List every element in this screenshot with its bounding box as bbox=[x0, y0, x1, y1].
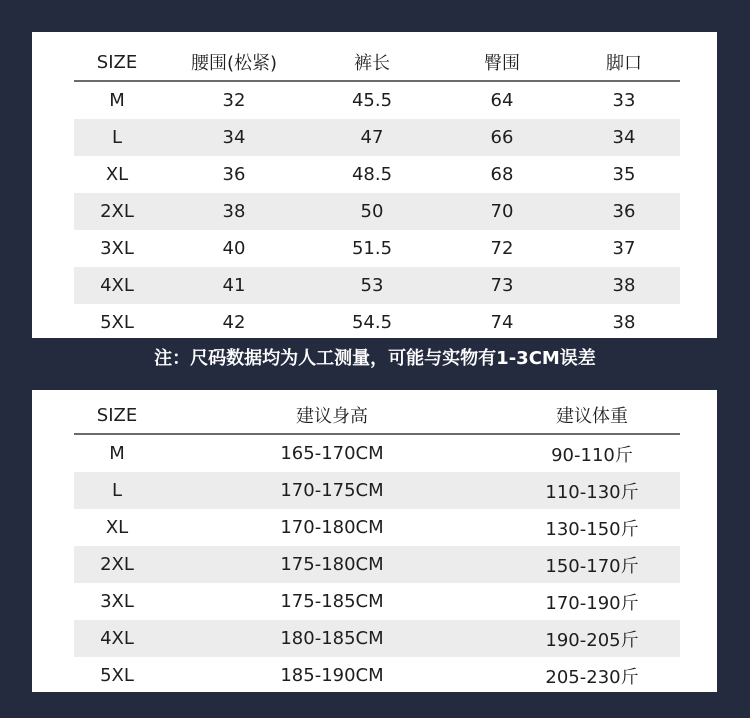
table-cell: 38 bbox=[222, 201, 246, 222]
table-cell: 53 bbox=[360, 275, 384, 296]
table-cell: 165-170CM bbox=[280, 443, 384, 464]
table-cell: 35 bbox=[612, 164, 636, 185]
table-row bbox=[74, 583, 680, 620]
table-cell: 50 bbox=[360, 201, 384, 222]
table-cell: 38 bbox=[612, 275, 636, 296]
table-cell: 180-185CM bbox=[280, 628, 384, 649]
table-cell: 42 bbox=[222, 312, 246, 333]
table-cell: 36 bbox=[612, 201, 636, 222]
table-cell: 70 bbox=[490, 201, 514, 222]
table-row bbox=[74, 509, 680, 546]
table-cell: L bbox=[111, 127, 123, 148]
measurement-note: 注：尺码数据均为人工测量，可能与实物有1-3CM误差 bbox=[154, 348, 596, 369]
header-cell: 臀围 bbox=[484, 53, 520, 74]
table-cell: 64 bbox=[490, 90, 514, 111]
table-cell: 2XL bbox=[100, 201, 134, 222]
table-cell: 40 bbox=[222, 238, 246, 259]
header-cell: 腰围(松紧) bbox=[190, 53, 278, 74]
table-cell: 51.5 bbox=[351, 238, 393, 259]
table-cell: 66 bbox=[490, 127, 514, 148]
header-cell: SIZE bbox=[96, 404, 138, 426]
table-cell: 5XL bbox=[100, 665, 134, 686]
table-cell: 34 bbox=[222, 127, 246, 148]
table-row bbox=[74, 156, 680, 193]
table-row bbox=[74, 119, 680, 156]
table-cell: 185-190CM bbox=[280, 665, 384, 686]
table-cell: 72 bbox=[490, 238, 514, 259]
table-row bbox=[74, 657, 680, 694]
table-cell: 41 bbox=[222, 275, 246, 296]
table-cell: 4XL bbox=[100, 275, 134, 296]
table-cell: 90-110斤 bbox=[551, 444, 633, 466]
header-cell: SIZE bbox=[96, 51, 138, 73]
table-cell: 175-180CM bbox=[280, 554, 384, 575]
table-row bbox=[74, 620, 680, 657]
table-row bbox=[74, 472, 680, 509]
table-cell: 170-190斤 bbox=[545, 592, 639, 614]
table-cell: 37 bbox=[612, 238, 636, 259]
table-cell: 110-130斤 bbox=[545, 481, 639, 503]
table-cell: XL bbox=[105, 164, 129, 185]
table-cell: 2XL bbox=[100, 554, 134, 575]
table-cell: 190-205斤 bbox=[545, 629, 639, 651]
table-cell: M bbox=[109, 443, 125, 464]
table-cell: 175-185CM bbox=[280, 591, 384, 612]
table-cell: 3XL bbox=[100, 238, 134, 259]
fit-table-header bbox=[74, 397, 680, 435]
table-cell: 4XL bbox=[100, 628, 134, 649]
table-row bbox=[74, 82, 680, 119]
header-cell: 建议体重 bbox=[556, 406, 628, 427]
header-cell: 裤长 bbox=[354, 53, 390, 74]
table-cell: 54.5 bbox=[351, 312, 393, 333]
table-cell: 150-170斤 bbox=[545, 555, 639, 577]
table-row bbox=[74, 435, 680, 472]
fit-table bbox=[74, 397, 680, 694]
table-cell: L bbox=[111, 480, 123, 501]
table-cell: 38 bbox=[612, 312, 636, 333]
table-cell: 205-230斤 bbox=[545, 666, 639, 688]
size-table-header bbox=[74, 44, 680, 82]
table-row bbox=[74, 193, 680, 230]
table-cell: 33 bbox=[612, 90, 636, 111]
table-cell: 5XL bbox=[100, 312, 134, 333]
table-cell: 68 bbox=[490, 164, 514, 185]
table-cell: M bbox=[109, 90, 125, 111]
table-cell: 34 bbox=[612, 127, 636, 148]
table-cell: 73 bbox=[490, 275, 514, 296]
size-chart-card bbox=[32, 32, 717, 338]
table-cell: 48.5 bbox=[351, 164, 393, 185]
table-row bbox=[74, 230, 680, 267]
table-cell: 45.5 bbox=[351, 90, 393, 111]
table-cell: 74 bbox=[490, 312, 514, 333]
table-row bbox=[74, 546, 680, 583]
table-cell: 170-175CM bbox=[280, 480, 384, 501]
table-row bbox=[74, 304, 680, 341]
table-cell: 3XL bbox=[100, 591, 134, 612]
table-cell: 130-150斤 bbox=[545, 518, 639, 540]
table-cell: 32 bbox=[222, 90, 246, 111]
table-cell: 36 bbox=[222, 164, 246, 185]
header-cell: 建议身高 bbox=[296, 406, 368, 427]
table-row bbox=[74, 267, 680, 304]
table-cell: XL bbox=[105, 517, 129, 538]
header-cell: 脚口 bbox=[606, 53, 642, 74]
size-table bbox=[74, 44, 680, 341]
table-cell: 47 bbox=[360, 127, 384, 148]
table-cell: 170-180CM bbox=[280, 517, 384, 538]
fit-guide-card bbox=[32, 390, 717, 692]
